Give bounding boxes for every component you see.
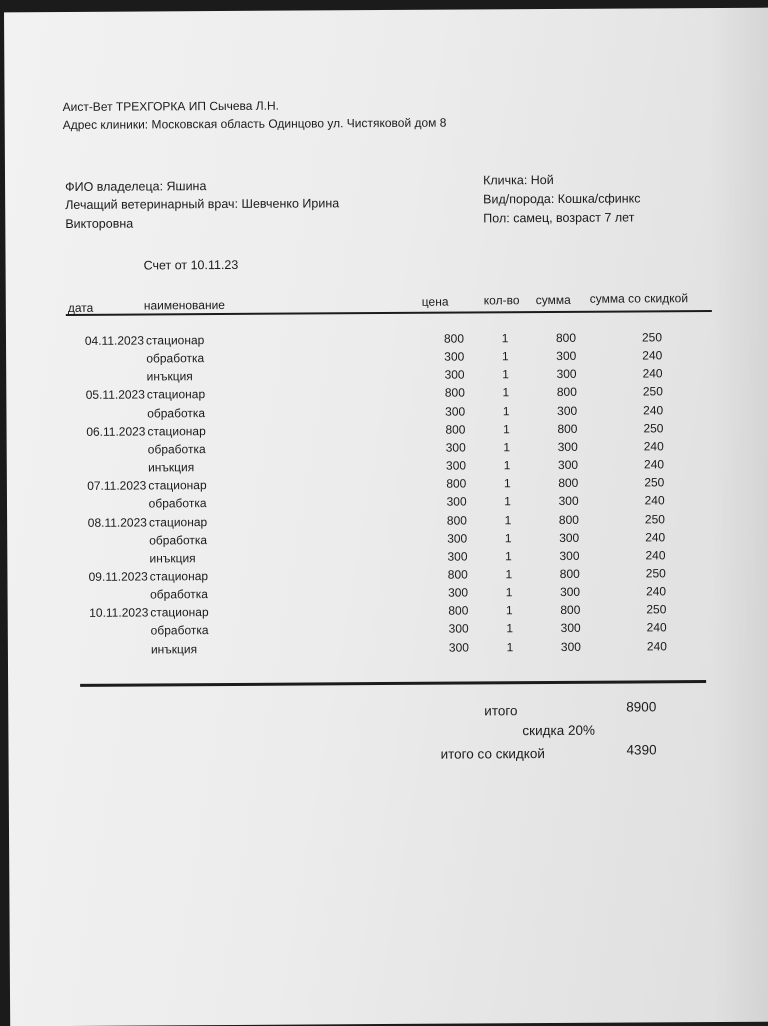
table-row [4, 8, 768, 13]
cell-name: инъкция [151, 641, 251, 656]
cell-discounted: 240 [621, 530, 665, 544]
table-row [4, 8, 768, 13]
cell-sum: 300 [544, 585, 580, 599]
cell-sum: 300 [545, 639, 581, 653]
cell-qty: 1 [498, 567, 520, 581]
table-row [4, 8, 768, 13]
discounted-total-label: итого со скидкой [441, 746, 545, 762]
cell-name: стационар [146, 333, 246, 348]
cell-sum: 300 [545, 621, 581, 635]
cell-qty: 1 [495, 386, 517, 400]
table-row [4, 8, 768, 13]
cell-name: обработка [151, 623, 251, 638]
discounted-total-value: 4390 [626, 742, 656, 757]
cell-discounted: 250 [622, 603, 666, 617]
cell-qty: 1 [497, 531, 519, 545]
cell-discounted: 240 [623, 621, 667, 635]
pet-breed: Вид/порода: Кошка/сфинкс [483, 191, 640, 206]
table-bottom-rule [80, 680, 706, 687]
table-row [4, 8, 768, 13]
cell-price: 800 [428, 477, 466, 491]
cell-sum: 300 [543, 494, 579, 508]
cell-sum: 300 [542, 440, 578, 454]
cell-price: 800 [429, 513, 467, 527]
col-header-name: наименование [144, 298, 225, 312]
cell-name: стационар [150, 605, 250, 620]
cell-sum: 800 [543, 512, 579, 526]
cell-sum: 300 [541, 403, 577, 417]
invoice-table [4, 8, 768, 13]
cell-date: 06.11.2023 [79, 424, 145, 438]
cell-date: 09.11.2023 [82, 569, 148, 583]
cell-qty: 1 [494, 349, 516, 363]
cell-name: обработка [148, 442, 248, 457]
cell-price: 300 [431, 622, 469, 636]
pet-sex-age: Пол: самец, возраст 7 лет [483, 210, 634, 225]
cell-qty: 1 [497, 495, 519, 509]
cell-price: 300 [429, 495, 467, 509]
table-row [4, 8, 768, 13]
cell-name: стационар [148, 478, 248, 493]
cell-qty: 1 [496, 458, 518, 472]
invoice-sheet [4, 8, 768, 1026]
cell-discounted: 240 [621, 548, 665, 562]
cell-discounted: 250 [620, 475, 664, 489]
table-row [4, 8, 768, 13]
owner-name: ФИО владелеца: Яшина [65, 179, 206, 194]
cell-sum: 300 [543, 530, 579, 544]
cell-sum: 300 [542, 458, 578, 472]
cell-price: 800 [427, 386, 465, 400]
cell-qty: 1 [495, 422, 517, 436]
table-rows [4, 8, 768, 13]
cell-qty: 1 [498, 585, 520, 599]
cell-sum: 800 [541, 385, 577, 399]
cell-qty: 1 [495, 368, 517, 382]
cell-name: обработка [147, 405, 247, 420]
cell-name: стационар [147, 387, 247, 402]
cell-sum: 800 [544, 603, 580, 617]
cell-discounted: 240 [623, 639, 667, 653]
cell-price: 300 [426, 350, 464, 364]
cell-name: инъкция [149, 551, 249, 566]
cell-discounted: 240 [622, 584, 666, 598]
clinic-name: Аист-Вет ТРЕХГОРКА ИП Сычева Л.Н. [63, 99, 279, 114]
table-row [4, 8, 768, 13]
cell-price: 300 [428, 459, 466, 473]
table-row [4, 8, 768, 13]
cell-price: 800 [430, 604, 468, 618]
cell-discounted: 250 [619, 385, 663, 399]
table-row [4, 8, 768, 13]
table-row [4, 8, 768, 13]
table-row [4, 8, 768, 13]
cell-price: 300 [427, 368, 465, 382]
cell-discounted: 240 [619, 367, 663, 381]
cell-discounted: 240 [618, 348, 662, 362]
doctor-name-cont: Викторовна [65, 217, 133, 231]
table-row [4, 8, 768, 13]
cell-qty: 1 [499, 622, 521, 636]
cell-discounted: 250 [622, 566, 666, 580]
cell-discounted: 240 [621, 494, 665, 508]
cell-qty: 1 [498, 603, 520, 617]
cell-sum: 800 [540, 331, 576, 345]
cell-discounted: 240 [620, 439, 664, 453]
cell-discounted: 250 [618, 330, 662, 344]
invoice-title: Счет от 10.11.23 [144, 258, 239, 273]
cell-qty: 1 [496, 440, 518, 454]
cell-sum: 300 [541, 367, 577, 381]
col-header-date: дата [68, 301, 94, 315]
cell-qty: 1 [496, 476, 518, 490]
cell-discounted: 240 [620, 457, 664, 471]
cell-name: стационар [150, 569, 250, 584]
cell-name: стационар [149, 514, 249, 529]
cell-name: инъкция [147, 369, 247, 384]
cell-sum: 300 [540, 349, 576, 363]
cell-price: 300 [429, 531, 467, 545]
cell-name: инъкция [148, 460, 248, 475]
cell-date: 05.11.2023 [79, 388, 145, 402]
total-value: 8900 [626, 699, 656, 714]
cell-price: 300 [429, 549, 467, 563]
page-shadow [708, 8, 768, 1022]
cell-price: 300 [428, 440, 466, 454]
table-row [4, 8, 768, 13]
cell-qty: 1 [495, 404, 517, 418]
cell-price: 800 [427, 422, 465, 436]
col-header-qty: кол-во [484, 293, 520, 307]
cell-date: 07.11.2023 [80, 479, 146, 493]
cell-price: 300 [427, 404, 465, 418]
cell-price: 300 [430, 586, 468, 600]
table-row [4, 8, 768, 13]
cell-qty: 1 [497, 549, 519, 563]
cell-price: 800 [426, 332, 464, 346]
cell-sum: 800 [541, 422, 577, 436]
cell-qty: 1 [497, 513, 519, 527]
doctor-name: Лечащий ветеринарный врач: Шевченко Ирина [65, 196, 339, 212]
table-row [4, 8, 768, 13]
cell-qty: 1 [499, 640, 521, 654]
cell-discounted: 250 [619, 421, 663, 435]
discount-label: скидка 20% [522, 723, 595, 738]
cell-sum: 800 [544, 567, 580, 581]
cell-qty: 1 [494, 331, 516, 345]
cell-discounted: 250 [621, 512, 665, 526]
totals-block [4, 8, 768, 13]
cell-price: 800 [430, 567, 468, 581]
total-label: итого [484, 703, 517, 718]
cell-name: обработка [149, 532, 249, 547]
pet-name: Кличка: Ной [483, 173, 554, 187]
cell-price: 300 [431, 640, 469, 654]
cell-name: обработка [146, 351, 246, 366]
table-row [4, 8, 768, 13]
col-header-discounted: сумма со скидкой [590, 291, 688, 306]
cell-date: 10.11.2023 [82, 606, 148, 620]
cell-name: обработка [149, 496, 249, 511]
cell-discounted: 240 [619, 403, 663, 417]
cell-date: 04.11.2023 [78, 333, 144, 347]
cell-name: стационар [147, 424, 247, 439]
table-row [4, 8, 768, 13]
cell-sum: 800 [542, 476, 578, 490]
cell-date: 08.11.2023 [81, 515, 147, 529]
clinic-address: Адрес клиники: Московская область Одинцово ул. Чистяковой дом 8 [63, 116, 447, 132]
cell-sum: 300 [543, 549, 579, 563]
cell-name: обработка [150, 587, 250, 602]
col-header-price: цена [422, 295, 449, 309]
col-header-sum: сумма [536, 293, 571, 307]
